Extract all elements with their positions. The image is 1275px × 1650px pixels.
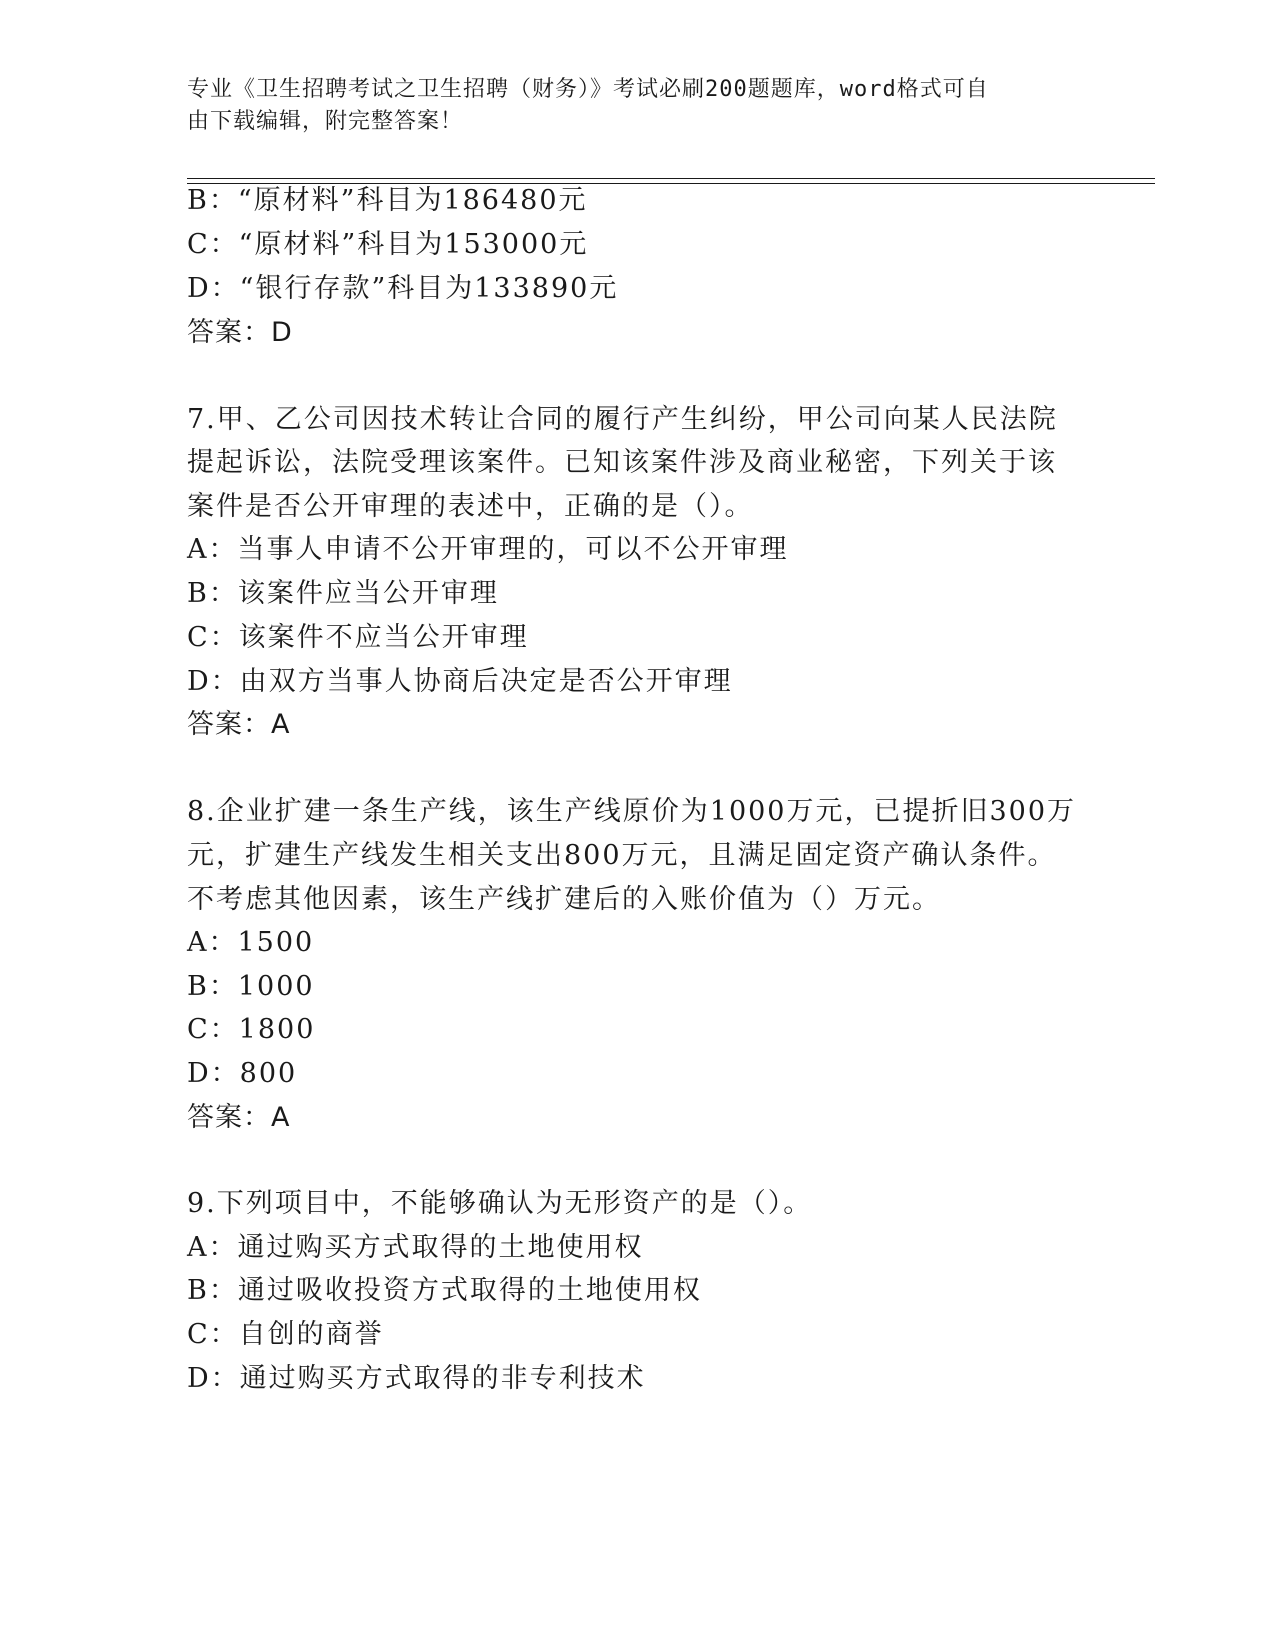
q6-option-b: B：“原材料”科目为186480元 (187, 185, 588, 216)
q7-option-d: D：由双方当事人协商后决定是否公开审理 (187, 666, 733, 697)
q9-option-a: A：通过购买方式取得的土地使用权 (187, 1232, 644, 1263)
q8-stem-line-1: 8.企业扩建一条生产线，该生产线原价为1000万元，已提折旧300万 (187, 796, 1077, 827)
q8-option-c: C：1800 (187, 1014, 316, 1045)
q7-stem-line-1: 7.甲、乙公司因技术转让合同的履行产生纠纷，甲公司向某人民法院 (187, 404, 1058, 435)
q9-option-c: C：自创的商誉 (187, 1319, 384, 1350)
q7-option-a: A：当事人申请不公开审理的，可以不公开审理 (187, 534, 789, 565)
q6-option-c: C：“原材料”科目为153000元 (187, 229, 589, 260)
header-title-line-2: 由下载编辑，附完整答案！ (187, 109, 464, 134)
q7-stem-line-2: 提起诉讼，法院受理该案件。已知该案件涉及商业秘密，下列关于该 (187, 447, 1057, 478)
q6-answer: 答案：D (187, 317, 293, 348)
q9-option-d: D：通过购买方式取得的非专利技术 (187, 1363, 646, 1394)
document-header (187, 74, 1087, 138)
q7-option-b: B：该案件应当公开审理 (187, 578, 499, 609)
q8-stem-line-2: 元，扩建生产线发生相关支出800万元，且满足固定资产确认条件。 (187, 840, 1057, 871)
q7-option-c: C：该案件不应当公开审理 (187, 622, 529, 653)
q8-option-b: B：1000 (187, 971, 315, 1002)
header-title-line-1: 专业《卫生招聘考试之卫生招聘（财务）》考试必刷200题题库，word格式可自 (187, 77, 989, 102)
header-divider-top (187, 178, 1155, 179)
q7-stem-line-3: 案件是否公开审理的表述中，正确的是（）。 (187, 491, 754, 522)
q7-answer: 答案：A (187, 709, 291, 740)
q6-option-d: D：“银行存款”科目为133890元 (187, 273, 619, 304)
q9-option-b: B：通过吸收投资方式取得的土地使用权 (187, 1275, 702, 1306)
q8-option-d: D：800 (187, 1058, 298, 1089)
q9-stem-line-1: 9.下列项目中，不能够确认为无形资产的是（）。 (187, 1188, 813, 1219)
q8-stem-line-3: 不考虑其他因素，该生产线扩建后的入账价值为（）万元。 (187, 884, 941, 915)
q8-answer: 答案：A (187, 1102, 291, 1133)
q8-option-a: A：1500 (187, 927, 315, 958)
